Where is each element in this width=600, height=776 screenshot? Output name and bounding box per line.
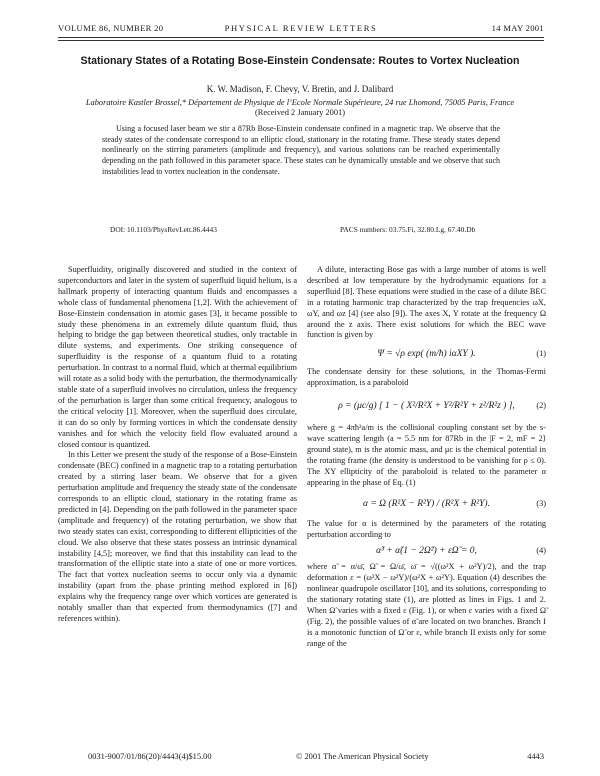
equation-1-number: (1)	[536, 349, 546, 359]
equation-2-number: (2)	[536, 401, 546, 411]
equation-4-number: (4)	[536, 546, 546, 556]
left-column	[58, 265, 297, 625]
article-code: 0031-9007/01/86(20)/4443(4)$15.00	[88, 752, 212, 761]
paragraph-density: The condensate density for these solutions, in the Thomas-Fermi approximation, is a paraboloid	[307, 367, 546, 388]
right-column	[307, 265, 546, 650]
author-list: K. W. Madison, F. Chevy, V. Bretin, and J. Dalibard	[206, 84, 394, 94]
received-date: (Received 2 January 2001)	[255, 108, 345, 117]
paragraph-alpha: The value for α is determined by the parameters of the rotating perturbation according to	[307, 518, 546, 539]
paragraph-branches: where α̃ = α/ω̄, Ω̃ = Ω/ω̄, ω̄ = √((ω²X + ω²Y)/2), and the trap deformation ε = (ω²X − ω²Y)/(ω²X + ω²Y). Equation (4) describes the nonlinear quadrupole oscillator [10], and its solutions, corresponding to the stationary rotating state (1), are plotted as lines in Figs. 1 and 2. When Ω̃ varies with a fixed ε (Fig. 1), or when ε varies with a fixed Ω̃ (Fig. 2), the possible values of α̃ are located on two branches. Branch I is a monotonic function of Ω̃ or ε, while branch II exists only for some range of the	[307, 562, 546, 648]
equation-4	[307, 542, 546, 560]
affiliation: Laboratoire Kastler Brossel,* Département de Physique de l’Ecole Normale Supérieure, 24 rue Lhomond, 75005 Paris, France	[85, 98, 515, 107]
journal-name: PHYSICAL REVIEW LETTERS	[224, 23, 378, 33]
header-rule-bottom	[58, 40, 544, 41]
paragraph-coupling: where g = 4πħ²a/m is the collisional coupling constant set by the s-wave scattering length (a = 5.5 nm for 87Rb in the |F = 2, mF = 2⟩ ground state), m is the atomic mass, and μc is the chemical potential in the rotating frame (the density is understood to be vanishing for ρ ≤ 0). The XY ellipticity of the paraboloid is related to the parameter α appearing in the phase of Eq. (1)	[307, 423, 546, 487]
pacs-numbers: PACS numbers: 03.75.Fi, 32.80.Lg, 67.40.Db	[340, 225, 476, 234]
doi: DOI: 10.1103/PhysRevLett.86.4443	[110, 225, 217, 234]
page-footer	[58, 752, 544, 764]
copyright: © 2001 The American Physical Society	[296, 752, 429, 761]
abstract: Using a focused laser beam we stir a 87Rb Bose-Einstein condensate confined in a magnetic trap. We observe that the steady states of the condensate correspond to an elliptic cloud, stationary in the rotating frame. These steady states depend nonlinearly on the stirring parameters (amplitude and frequency), and various solutions can be reached experimentally depending on the path followed in this parameter space. These states can be dynamically unstable and we observe that such instabilities lead to vortex nucleation in the condensate.	[102, 124, 500, 176]
issue-date: 14 MAY 2001	[491, 23, 544, 33]
equation-1	[307, 343, 546, 365]
equation-4-body: α̃³ + α̃(1 − 2Ω̃²) + εΩ̃ = 0,	[376, 546, 477, 557]
running-header	[58, 23, 544, 37]
equation-2-body: ρ = (μc/g) [ 1 − ( X²/R²X + Y²/R²Y + z²/R²z ) ],	[338, 401, 515, 412]
paragraph-letter: In this Letter we present the study of the response of a Bose-Einstein condensate (BEC) confined in a magnetic trap to a rotating perturbation created by a stirring laser beam. We observe that for a given perturbation amplitude and frequency the steady state of the condensate corresponds to an elliptic cloud, stationary in the rotating frame as predicted in [4]. Depending on the path followed in the parameter space (amplitude and frequency) of the rotating perturbation, we show that two steady states can exist, corresponding to different ellipticities of the cloud. We also observe that these states possess an intrinsic dynamical instability [4,5]; moreover, we find that this instability can lead to the transformation of the elliptic state into a state of one or more vortices. The fact that vortex nucleation seems to occur only via a dynamic instability (apart from the phase printing method explored in [6]) explains why the frequency range over which vortices are generated is notably smaller than that expected from thermodynamics ([7] and references within).	[58, 450, 297, 623]
equation-2	[307, 391, 546, 421]
equation-3-body: α = Ω (R²X − R²Y) / (R²X + R²Y).	[363, 498, 490, 509]
equation-3-number: (3)	[536, 498, 546, 508]
page-number: 4443	[527, 752, 544, 761]
paper-title: Stationary States of a Rotating Bose-Einstein Condensate: Routes to Vortex Nucleation	[80, 55, 520, 67]
volume-number: VOLUME 86, NUMBER 20	[58, 23, 164, 33]
paragraph-hydrodynamics: A dilute, interacting Bose gas with a large number of atoms is well described at low temperature by the hydrodynamic equations for a superfluid [8]. These equations were studied in the case of a dilute BEC in a rotating harmonic trap characterized by the trap frequencies ωX, ωY, and ωz [4] (see also [9]). The axes X, Y rotate at the frequency Ω around the z axis. There exist solutions for which the BEC wave function is given by	[307, 265, 546, 340]
equation-1-body: Ψ = √ρ exp( (m/ħ) iαXY ).	[377, 349, 476, 360]
paragraph-intro: Superfluidity, originally discovered and studied in the context of superconductors and later in the system of superfluid liquid helium, is a hallmark property of interacting quantum fluids and encompasses a whole class of fundamental phenomena [1,2]. With the achievement of Bose-Einstein condensation in atomic gases [3], it became possible to study these phenomena in an extremely dilute quantum fluid, thus helping to bridge the gap between theoretical studies, only tractable in dilute systems, and experiments. One striking consequence of superfluidity is the response of a quantum fluid to a rotating perturbation. In contrast to a normal fluid, which at thermal equilibrium will rotate as a solid body with the perturbation, the thermodynamically stable state of a superfluid involves no circulation, unless the frequency of the perturbation is larger than some critical frequency, analogous to the critical velocity [1]. Moreover, when the superfluid does circulate, it can do so only by forming vortices in which the condensate density vanishes and for which the velocity field flow evaluated around a closed contour is quantized.	[58, 265, 297, 449]
header-rule-top	[58, 37, 544, 38]
equation-3	[307, 491, 546, 517]
